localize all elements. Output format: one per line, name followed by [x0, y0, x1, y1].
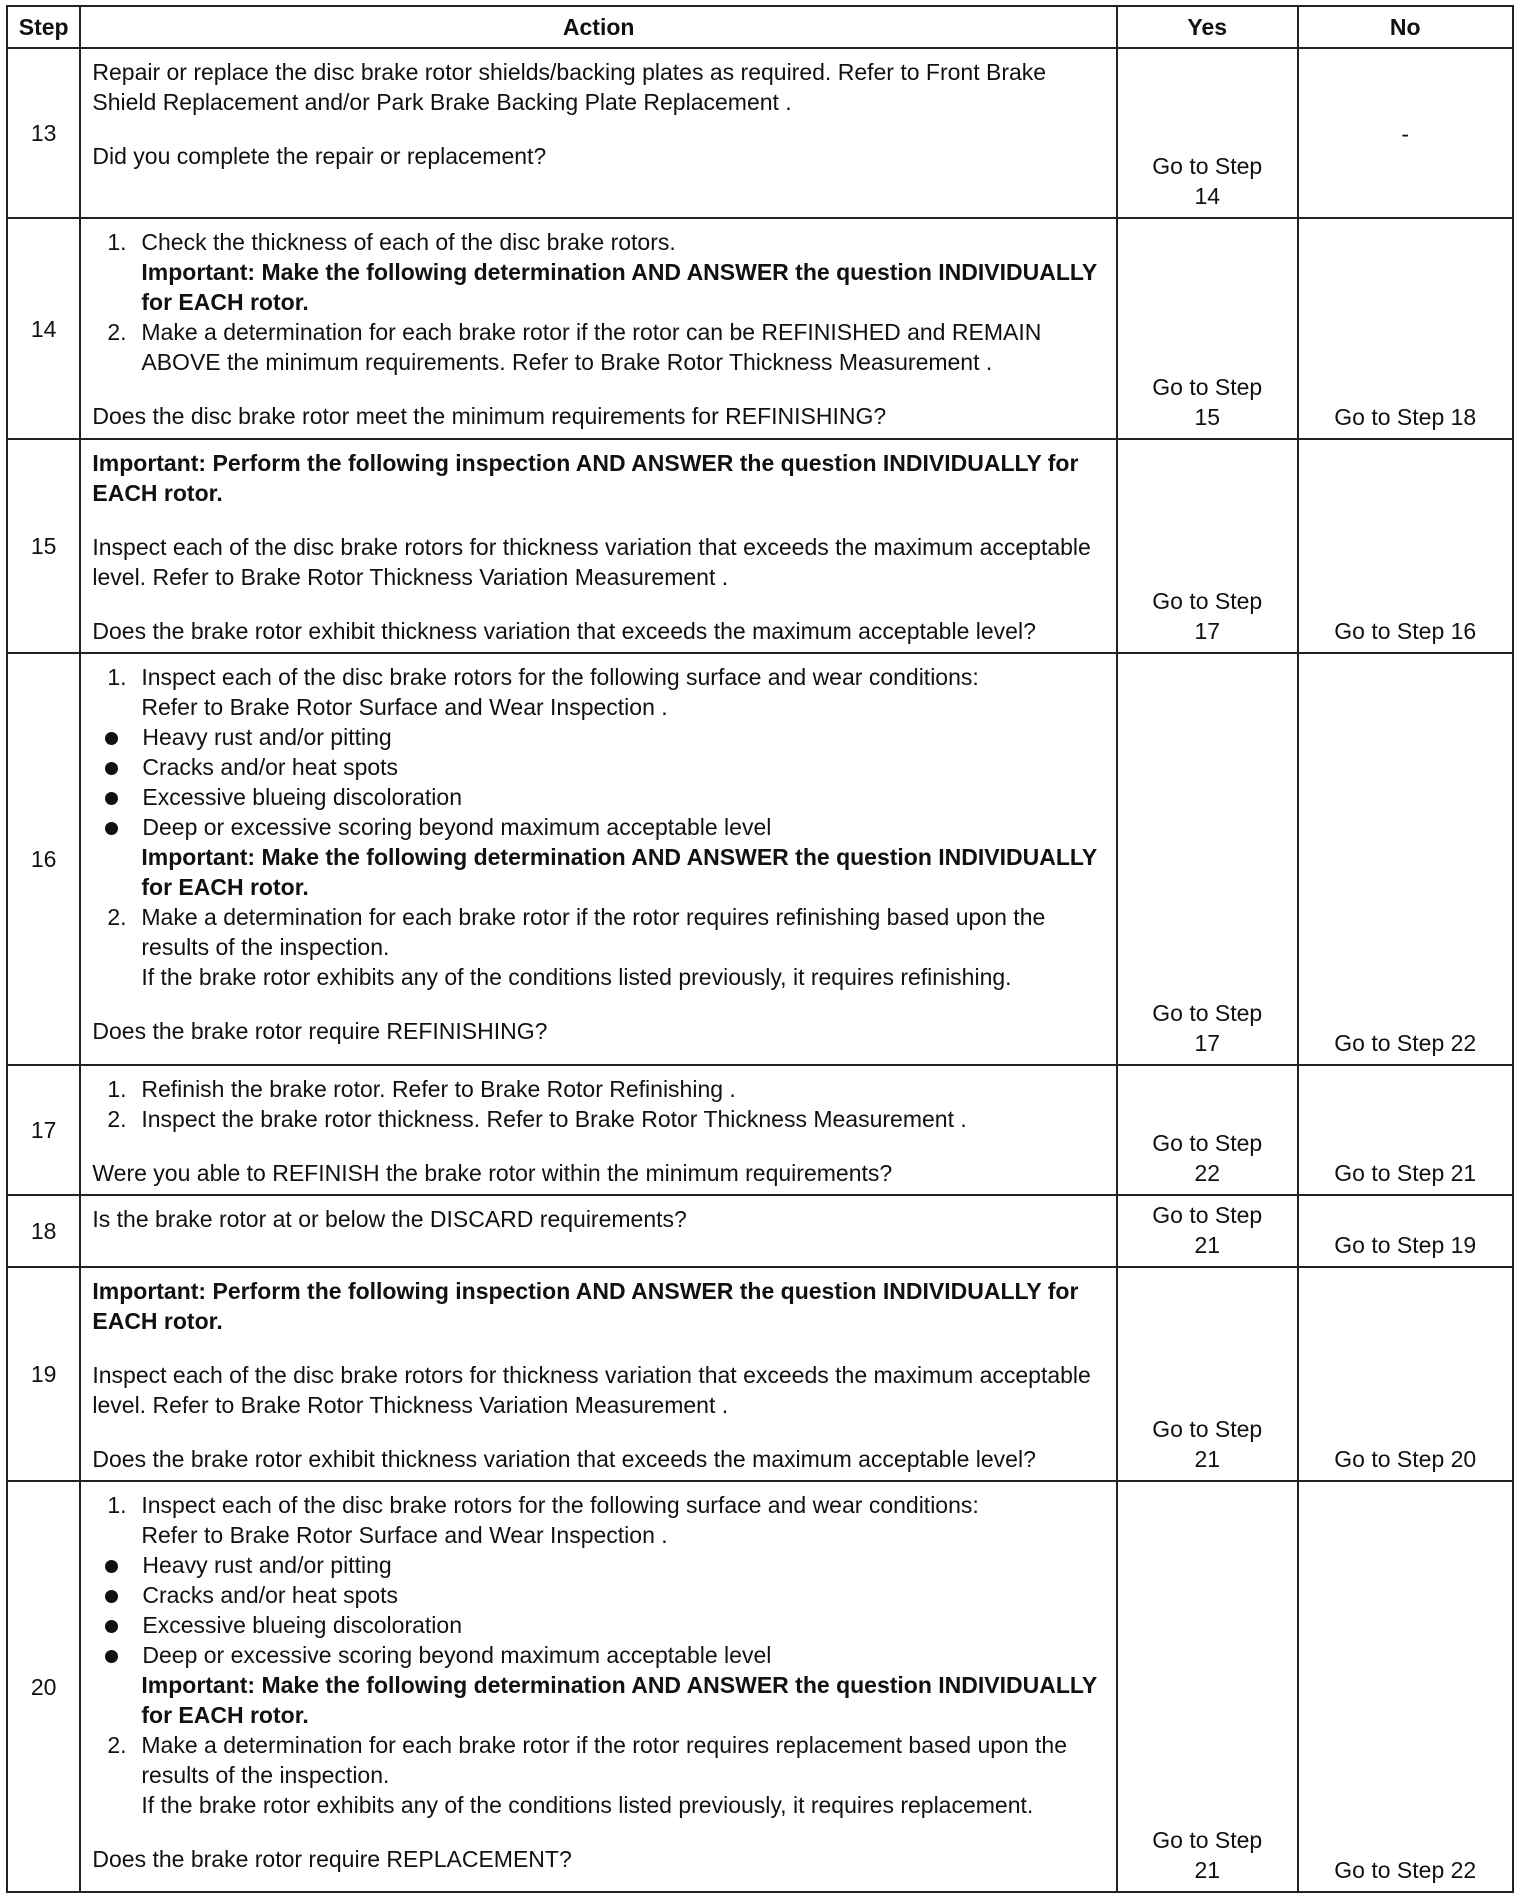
yes-label: Go to Step: [1152, 1130, 1263, 1156]
header-step: Step: [7, 6, 80, 48]
action-cell: [80, 1065, 1117, 1195]
question-text: Does the disc brake rotor meet the minimum requirements for REFINISHING?: [92, 403, 887, 429]
list-item: 2. Make a determination for each brake rotor if the rotor requires replacement based upon the results of the inspection. If the brake rotor exhibits any of the conditions listed previously, it requires replacement.: [92, 1730, 1104, 1820]
bullet-item: Deep or excessive scoring beyond maximum acceptable level: [92, 1640, 1104, 1670]
step-number: 15: [7, 439, 80, 653]
important-note: Important: Make the following determination AND ANSWER the question INDIVIDUALLY for EACH rotor.: [141, 259, 1097, 315]
question-text: Does the brake rotor require REPLACEMENT?: [92, 1846, 572, 1872]
list-item: 2. Make a determination for each brake rotor if the rotor can be REFINISHED and REMAIN ABOVE the minimum requirements. Refer to Brake Rotor Thickness Measurement .: [107, 319, 1042, 375]
table-row: [7, 1481, 1513, 1892]
yes-step: 22: [1194, 1160, 1221, 1186]
question-text: Is the brake rotor at or below the DISCARD requirements?: [92, 1206, 687, 1232]
action-text: Inspect each of the disc brake rotors for thickness variation that exceeds the maximum acceptable level. Refer to Brake Rotor Thickness Variation Measurement .: [92, 1362, 1091, 1418]
action-text: Repair or replace the disc brake rotor shields/backing plates as required. Refer to Front Brake Shield Replacement and/or Park Brake Backing Plate Replacement .: [92, 59, 1047, 115]
list-item: 1. Check the thickness of each of the disc brake rotors. Important: Make the following determination AND ANSWER the question INDIVIDUALLY for EACH rotor.: [92, 227, 1104, 317]
yes-step: 21: [1194, 1857, 1221, 1883]
header-action: Action: [80, 6, 1117, 48]
table-row: [7, 48, 1513, 218]
yes-step: 17: [1194, 1030, 1221, 1056]
bullet-icon: [105, 1560, 118, 1573]
yes-label: Go to Step: [1152, 153, 1263, 179]
list-item: 1. Refinish the brake rotor. Refer to Brake Rotor Refinishing .: [107, 1076, 736, 1102]
no-cell: Go to Step 16: [1298, 439, 1513, 653]
bullet-item: Heavy rust and/or pitting: [92, 722, 1104, 752]
action-cell: [80, 1267, 1117, 1481]
action-cell: [80, 439, 1117, 653]
yes-label: Go to Step: [1152, 1000, 1263, 1026]
yes-cell: [1117, 439, 1298, 653]
table-row: [7, 439, 1513, 653]
numbered-list: [92, 227, 1104, 377]
yes-cell: [1117, 218, 1298, 439]
step-number: 13: [7, 48, 80, 218]
yes-step: 21: [1194, 1446, 1221, 1472]
no-cell: Go to Step 22: [1298, 653, 1513, 1065]
step-number: 19: [7, 1267, 80, 1481]
bullet-item: Cracks and/or heat spots: [92, 1580, 1104, 1610]
yes-step: 21: [1194, 1232, 1221, 1258]
yes-label: Go to Step: [1152, 1202, 1263, 1228]
bullet-icon: [105, 762, 118, 775]
reference-text: Refer to Brake Rotor Surface and Wear Inspection .: [141, 1522, 668, 1548]
yes-cell: [1117, 48, 1298, 218]
bullet-icon: [105, 792, 118, 805]
yes-cell: [1117, 1195, 1298, 1267]
bullet-icon: [105, 732, 118, 745]
question-text: Does the brake rotor exhibit thickness variation that exceeds the maximum acceptable level?: [92, 618, 1036, 644]
header-yes: Yes: [1117, 6, 1298, 48]
important-note: Important: Perform the following inspection AND ANSWER the question INDIVIDUALLY for EACH rotor.: [92, 450, 1079, 506]
step-number: 14: [7, 218, 80, 439]
yes-label: Go to Step: [1152, 1827, 1263, 1853]
bullet-icon: [105, 822, 118, 835]
table-row: [7, 653, 1513, 1065]
no-cell: Go to Step 20: [1298, 1267, 1513, 1481]
diagnostic-table: [6, 5, 1514, 1893]
question-text: Did you complete the repair or replacement?: [92, 143, 547, 169]
bullet-item: Cracks and/or heat spots: [92, 752, 1104, 782]
no-cell: Go to Step 19: [1298, 1195, 1513, 1267]
list-item: 2. Make a determination for each brake rotor if the rotor requires refinishing based upon the results of the inspection. If the brake rotor exhibits any of the conditions listed previously, it requires refinishing.: [92, 902, 1104, 992]
list-item: 2. Inspect the brake rotor thickness. Refer to Brake Rotor Thickness Measurement .: [107, 1106, 967, 1132]
bullet-icon: [105, 1590, 118, 1603]
bullet-icon: [105, 1650, 118, 1663]
header-no: No: [1298, 6, 1513, 48]
yes-cell: [1117, 1267, 1298, 1481]
numbered-list: [92, 1074, 1104, 1134]
no-cell: -: [1298, 48, 1513, 218]
action-text: Inspect each of the disc brake rotors for thickness variation that exceeds the maximum acceptable level. Refer to Brake Rotor Thickness Variation Measurement .: [92, 534, 1091, 590]
action-cell: [80, 653, 1117, 1065]
step-number: 17: [7, 1065, 80, 1195]
important-note: Important: Make the following determination AND ANSWER the question INDIVIDUALLY for EACH rotor.: [141, 844, 1097, 900]
numbered-list: [92, 662, 1104, 992]
yes-label: Go to Step: [1152, 588, 1263, 614]
bullet-item: Deep or excessive scoring beyond maximum acceptable level: [92, 812, 1104, 842]
step-number: 18: [7, 1195, 80, 1267]
bullet-icon: [105, 1620, 118, 1633]
yes-label: Go to Step: [1152, 374, 1263, 400]
no-cell: Go to Step 22: [1298, 1481, 1513, 1892]
important-note: Important: Make the following determination AND ANSWER the question INDIVIDUALLY for EACH rotor.: [141, 1672, 1097, 1728]
table-row: [7, 1267, 1513, 1481]
action-cell: [80, 48, 1117, 218]
table-row: [7, 1065, 1513, 1195]
list-item: 1. Inspect each of the disc brake rotors for the following surface and wear conditions: Refer to Brake Rotor Surface and Wear Inspection . Heavy rust and/or pitting Cracks and/or heat spots Excessive blueing discoloration Deep or excessive scoring beyond maximum acceptable level Important: Make the following determination AND ANSWER the question INDIVIDUALLY for EACH rotor.: [92, 1490, 1104, 1730]
step-number: 20: [7, 1481, 80, 1892]
step-number: 16: [7, 653, 80, 1065]
list-item: 1. Inspect each of the disc brake rotors for the following surface and wear conditions: Refer to Brake Rotor Surface and Wear Inspection . Heavy rust and/or pitting Cracks and/or heat spots Excessive blueing discoloration Deep or excessive scoring beyond maximum acceptable level Important: Make the following determination AND ANSWER the question INDIVIDUALLY for EACH rotor.: [92, 662, 1104, 902]
note-text: If the brake rotor exhibits any of the conditions listed previously, it requires refinishing.: [141, 964, 1012, 990]
yes-step: 15: [1194, 404, 1221, 430]
bullet-item: Excessive blueing discoloration: [92, 1610, 1104, 1640]
bullet-list: [92, 1550, 1104, 1670]
yes-cell: [1117, 1065, 1298, 1195]
bullet-list: [92, 722, 1104, 842]
table-row: [7, 1195, 1513, 1267]
yes-step: 14: [1194, 183, 1221, 209]
bullet-item: Excessive blueing discoloration: [92, 782, 1104, 812]
yes-step: 17: [1194, 618, 1221, 644]
action-cell: [80, 218, 1117, 439]
important-note: Important: Perform the following inspection AND ANSWER the question INDIVIDUALLY for EACH rotor.: [92, 1278, 1079, 1334]
table-header-row: [7, 6, 1513, 48]
action-cell: [80, 1481, 1117, 1892]
yes-cell: [1117, 1481, 1298, 1892]
no-cell: Go to Step 18: [1298, 218, 1513, 439]
yes-label: Go to Step: [1152, 1416, 1263, 1442]
table-row: [7, 218, 1513, 439]
question-text: Does the brake rotor require REFINISHING?: [92, 1018, 548, 1044]
reference-text: Refer to Brake Rotor Surface and Wear Inspection .: [141, 694, 668, 720]
action-cell: [80, 1195, 1117, 1267]
bullet-item: Heavy rust and/or pitting: [92, 1550, 1104, 1580]
note-text: If the brake rotor exhibits any of the conditions listed previously, it requires replacement.: [141, 1792, 1034, 1818]
question-text: Does the brake rotor exhibit thickness variation that exceeds the maximum acceptable level?: [92, 1446, 1036, 1472]
question-text: Were you able to REFINISH the brake rotor within the minimum requirements?: [92, 1160, 893, 1186]
yes-cell: [1117, 653, 1298, 1065]
numbered-list: [92, 1490, 1104, 1820]
no-cell: Go to Step 21: [1298, 1065, 1513, 1195]
